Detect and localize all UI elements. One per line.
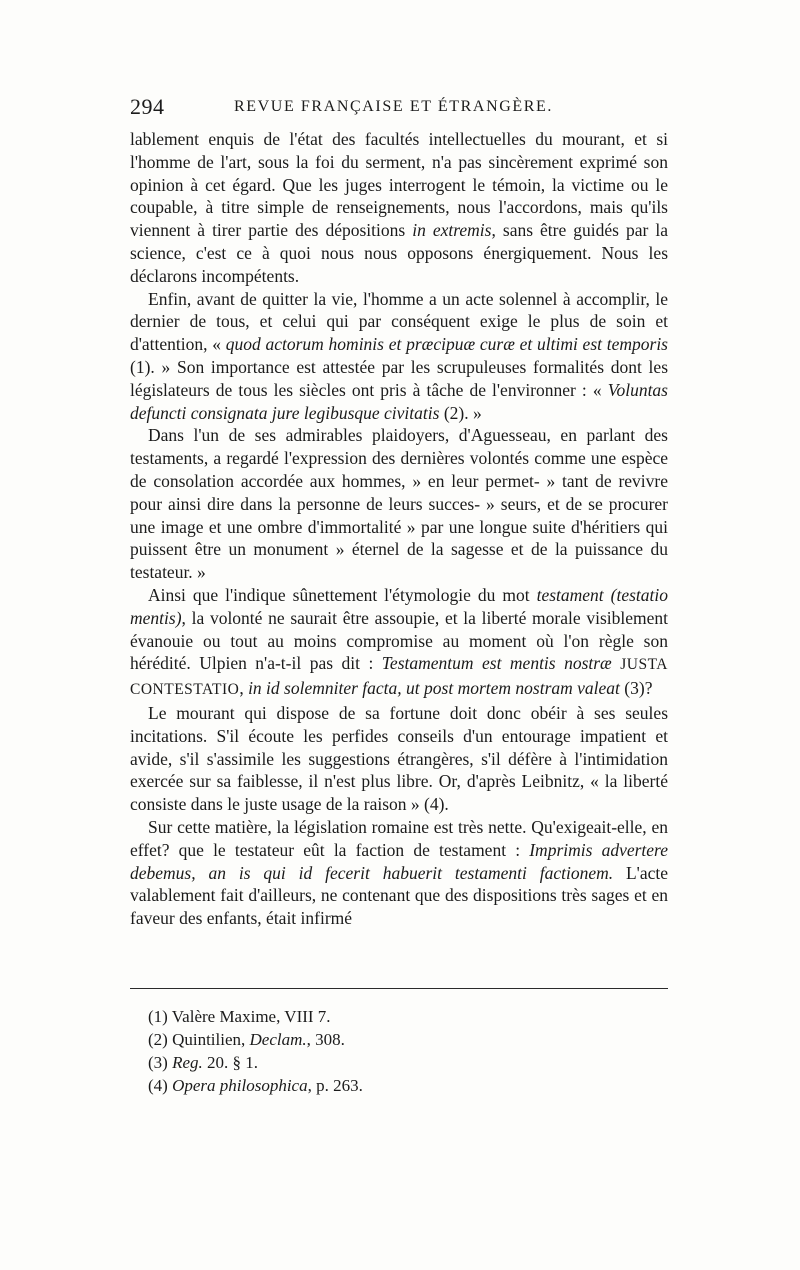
footnote-rule xyxy=(130,988,668,989)
footnote-2: (2) Quintilien, Declam., 308. xyxy=(148,1030,345,1049)
page-number: 294 xyxy=(130,94,165,119)
paragraph-2: Enfin, avant de quitter la vie, l'homme a un acte solennel à accomplir, le dernier de tous, et celui qui par conséquent exige le plus de soin et d'attention, « quod actorum hominis et præcipuæ curæ et ultimi est temporis (1). » Son importance est attestée par les scrupuleuses formalités dont les législateurs de tous les siècles ont pris à tâche de l'environner : « Voluntas defuncti consignata jure legibusque civitatis (2). » xyxy=(130,288,668,423)
paragraph-1: lablement enquis de l'état des facultés intellectuelles du mourant, et si l'homme de l'art, sous la foi du serment, n'a pas sincèrement exprimé son opinion à cet égard. Que les juges interrogent le témoin, la victime ou le coupable, à titre simple de renseignements, nous l'accordons, mais qu'ils viennent à tirer partie des dépositions in extremis, sans être guidés par la science, c'est ce à quoi nous nous opposons énergiquement. Nous les déclarons incompétents. xyxy=(130,129,669,286)
paragraph-4: Ainsi que l'indique sûnettement l'étymologie du mot testament (testatio mentis), la volonté ne saurait être assoupie, et la liberté morale visiblement évanouie ou tout au moins compromise au moment où l'on règle son hérédité. Ulpien n'a-t-il pas dit : Testamentum est mentis nostræ JUSTA CONTESTATIO, in id solemniter facta, ut post mortem nostram valeat (3)? xyxy=(130,584,668,699)
paragraph-6: Sur cette matière, la législation romaine est très nette. Qu'exigeait-elle, en effet? que le testateur eût la faction de testament : Imprimis advertere debemus, an is qui id fecerit habuerit testamenti factionem. L'acte valablement fait d'ailleurs, ne contenant que des dispositions très sages et en faveur des enfants, était infirmé xyxy=(130,816,668,929)
footnote-3: (3) Reg. 20. § 1. xyxy=(148,1053,259,1072)
footnote-4: (4) Opera philosophica, p. 263. xyxy=(148,1076,363,1095)
page-header xyxy=(130,94,668,124)
footnotes xyxy=(148,1005,648,1097)
footnote-1: (1) Valère Maxime, VIII 7. xyxy=(148,1007,331,1026)
paragraph-5: Le mourant qui dispose de sa fortune doit donc obéir à ses seules incitations. S'il écoute les perfides conseils d'un entourage impatient et avide, s'il s'assimile les suggestions étrangères, s'il défère à l'intimidation exercée sur sa faiblesse, il n'est plus libre. Or, d'après Leibnitz, « la liberté consiste dans le juste usage de la raison » (4). xyxy=(130,702,668,815)
paragraph-3: Dans l'un de ses admirables plaidoyers, d'Aguesseau, en parlant des testaments, a regardé l'expression des dernières volontés comme une espèce de consolation accordée aux hommes, » en leur permet- » tant de revivre pour ainsi dire dans la personne de leurs succes- » seurs, et de se procurer une image et une ombre d'immortalité » par une longue suite d'héritiers qui puissent être un monument » éternel de la sagesse et de la puissance du testateur. » xyxy=(130,425,668,583)
body-text xyxy=(130,128,668,930)
running-title: REVUE FRANÇAISE ET ÉTRANGÈRE. xyxy=(234,98,553,115)
